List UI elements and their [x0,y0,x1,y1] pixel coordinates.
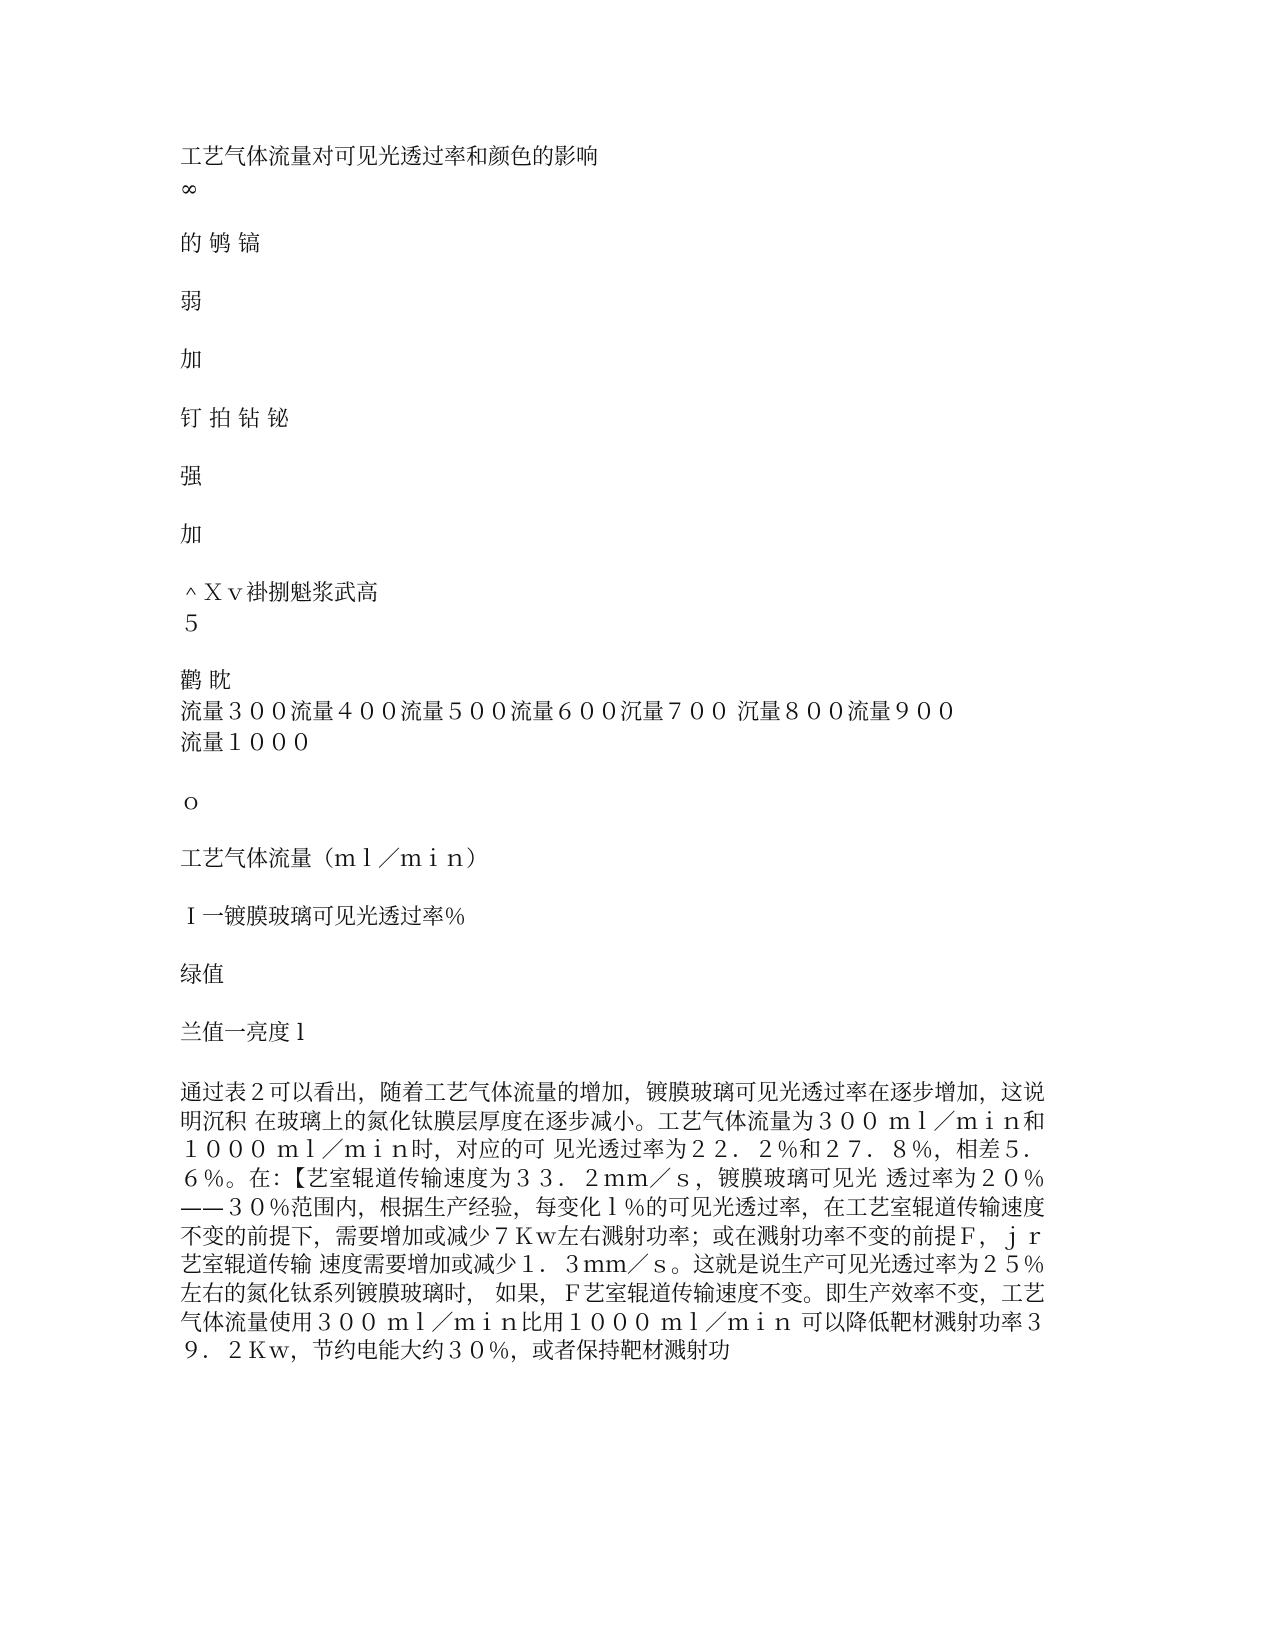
document-page [180,0,1045,1650]
figure-fragment-2: 弱 [180,290,203,315]
flow-labels-line-1: 流量３００流量４００流量５００流量６００沉量７００ 沉量８００流量９００ [180,700,957,725]
figure-fragment-9: 鹳 眈 [180,669,231,694]
legend-item-3: 兰值一亮度 l [180,1021,305,1046]
figure-fragment-7: ＾Ｘｖ褂捌魁浆武高 [180,581,379,606]
figure-fragment-6: 加 [180,523,203,548]
legend-item-1: Ｉ一镀膜玻璃可见光透过率％ [180,905,467,930]
document-title: 工艺气体流量对可见光透过率和颜色的影响 [180,145,599,170]
infinity-symbol: ∞ [180,177,199,202]
figure-fragment-1: 的 鸲 镐 [180,232,260,257]
figure-fragment-3: 加 [180,348,203,373]
figure-fragment-8: ５ [180,612,203,637]
flow-labels-line-2: 流量１０００ [180,731,313,756]
figure-fragment-4: 钉 拍 钻 铋 [180,407,289,432]
x-axis-label: 工艺气体流量（ｍｌ／ｍｉｎ） [180,847,489,872]
zero-mark: ｏ [180,790,203,815]
legend-item-2: 绿值 [180,963,225,988]
figure-fragment-5: 强 [180,465,203,490]
body-paragraph: 通过表２可以看出，随着工艺气体流量的增加，镀膜玻璃可见光透过率在逐步增加，这说明沉积 在玻璃上的氮化钛膜层厚度在逐步减小。工艺气体流量为３００ ｍｌ／ｍｉｎ和１０００ ｍｌ／ｍｉｎ时，对应的可 见光透过率为２２．２％和２７．８％，相差５．６％。在：【艺室辊道传输速度为３３．２ｍｍ／ｓ，镀膜玻璃可见光 透过率为２０％——３０％范围内，根据生产经验，每变化ｌ％的可见光透过率，在工艺室辊道传输速度 不变的前提下，需要增加或减少７Ｋｗ左右溅射功率；或在溅射功率不变的前提Ｆ，ｊｒ艺室辊道传输 速度需要增加或减少１．３ｍｍ／ｓ。这就是说生产可见光透过率为２５％左右的氮化钛系列镀膜玻璃时， 如果，Ｆ艺室辊道传输速度不变。即生产效率不变，工艺气体流量使用３００ ｍｌ／ｍｉｎ比用１０００ ｍｌ／ｍｉｎ 可以降低靶材溅射功率３９．２Ｋｗ，节约电能大约３０％，或者保持靶材溅射功 [180,1081,1045,1365]
